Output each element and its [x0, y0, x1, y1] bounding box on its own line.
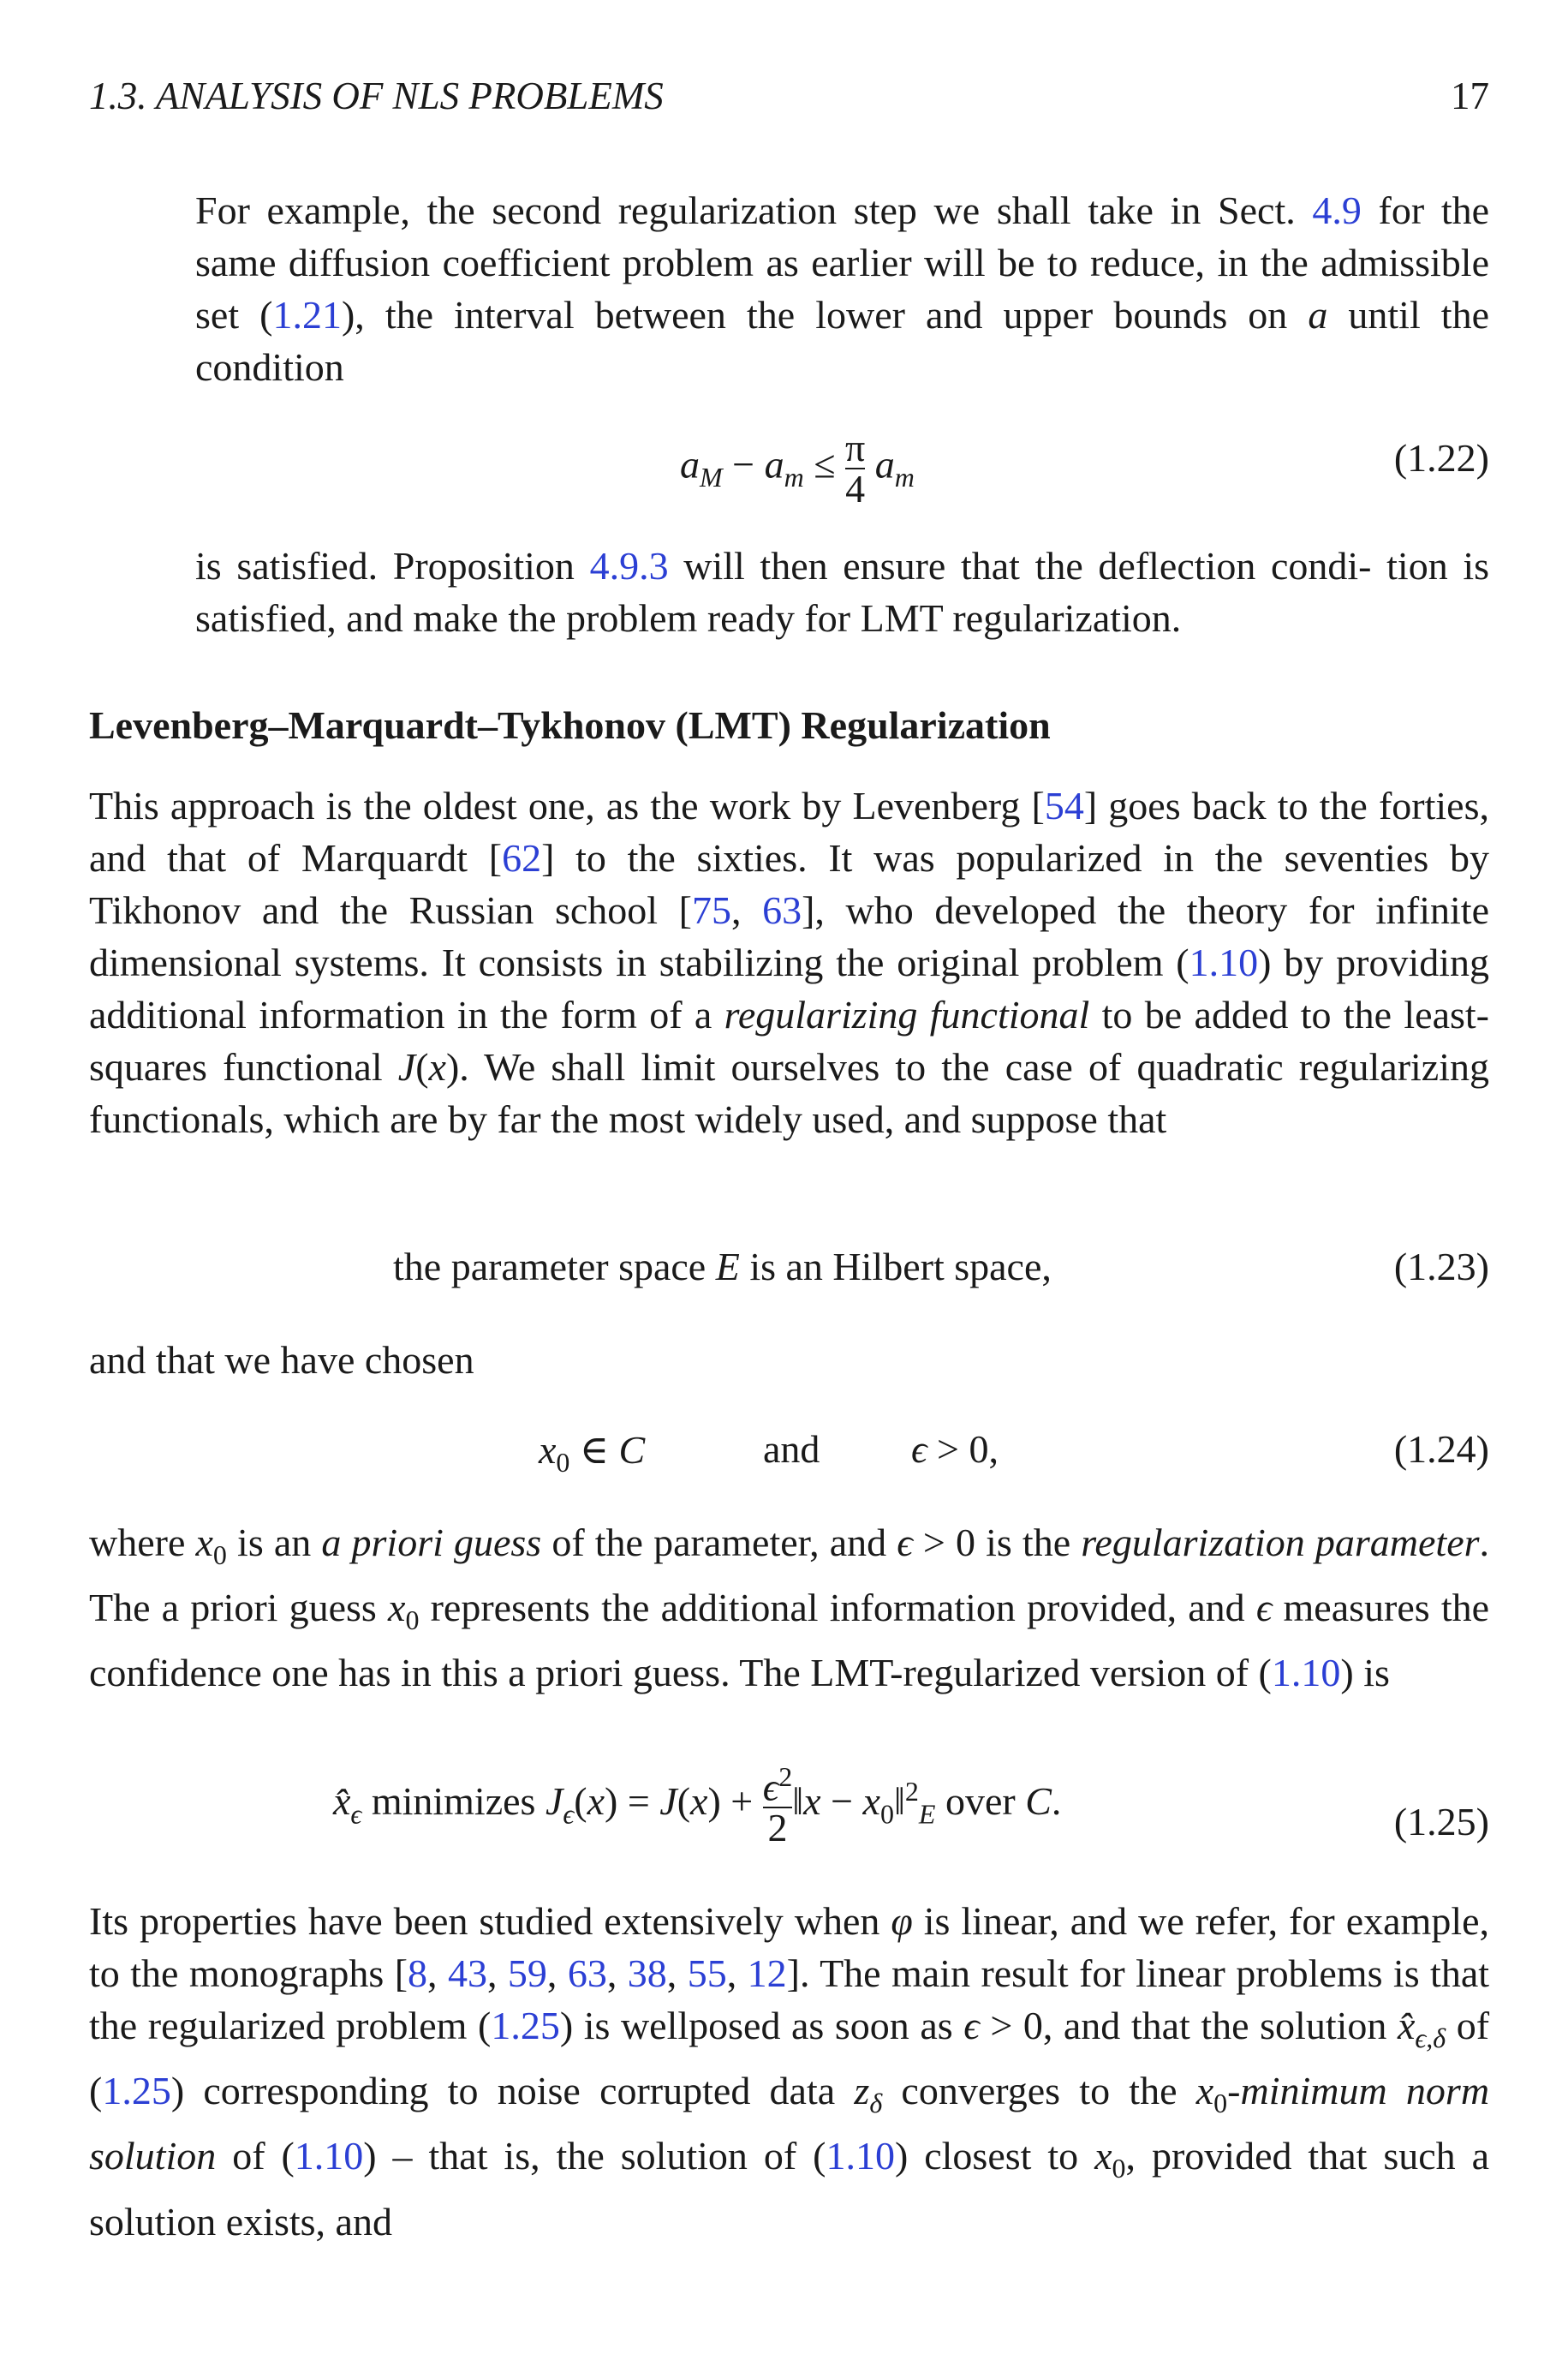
- ref-link[interactable]: 4.9: [1312, 188, 1362, 232]
- paragraph-2: is satisfied. Proposition 4.9.3 will then ensure that the deflection condi- tion is satisfied, and make the problem ready for LMT regularization.: [195, 544, 1490, 640]
- ref-link[interactable]: 1.10: [294, 2134, 364, 2178]
- ref-link[interactable]: 12: [747, 1951, 787, 1995]
- equation-number: (1.25): [1393, 1800, 1489, 1843]
- ref-link[interactable]: 63: [762, 888, 802, 932]
- ref-link[interactable]: 38: [627, 1951, 667, 1995]
- equation-1-22: $a_M - a_m$ ≤ $\frac{\pi}{4}$ $a_m$ (1.22): [680, 426, 1489, 511]
- page: 1.3. ANALYSIS OF NLS PROBLEMS 17 For example, the second regularization step we shall take in Sect. 4.9 for the same diffusion coefficient problem as earlier will be to reduce, in the admissible set (1.21), the interval between the lower and upper bounds on a until the condition $a_M - a_m$ ≤ $\frac{\pi}{4}$ $a_m$ (1.22) is satisfied. Proposition 4.9.3 will then ensure that the deflection condi- tion is satisfied, and make the problem ready for LMT regularization. Levenberg–Marquardt–Tykhonov (LMT) Regularization This approach is the oldest one, as the work by Levenberg [54] goes back to the forties, and that of Marquardt [62] to the sixties. It was popularized in the seventies by Tikhonov and the Russian school [75, 63], who developed the theory for infinite dimensional systems. It consists in stabilizing the original problem (1.10) by providing additional information in the form of a regularizing functional to be added to the least-squares functional J(x). We shall limit ourselves to the case of quadratic regularizing functionals, which are by far the most widely used, and suppose that the parameter space E is an Hilbert space, (1.23) and that we have chosen $x_0$ ∈ C and ϵ > 0, (1.24) where $x_0$ is an a priori guess of the parameter, and ϵ > 0 is the regularization parameter. The a priori guess $x_0$ represents the additional information provided, and ϵ measures the confidence one has in this a priori guess. The LMT-regularized version of (1.10) is $x̂_\epsilon$ minimizes $J_\epsilon(x) = J(x)$ + $\frac{\epsilon^2}{2}$ ‖x − $x_0‖^2_E$ over C. (1.25) Its properties have been studied extensively when φ is linear, and we refer, for example, to the monographs [8, 43, 59, 63, 38, 55, 12]. The main result for linear problems is that the regularized problem (1.25) is wellposed as soon as ϵ > 0, and that the solution $x̂_{\epsilon,\delta}$ of (1.25) corresponding to noise corrupted data $z_\delta$ converges to the $x_0$-minimum norm solution of (1.10) – that is, the solution of (1.10) closest to $x_0$, provided that such a solution exists, and: [0, 0, 1568, 2378]
- ref-link[interactable]: 1.25: [491, 2004, 560, 2047]
- paragraph-6: Its properties have been studied extensively when φ is linear, and we refer, for example, to the monographs [8, 43, 59, 63, 38, 55, 12]. The main result for linear problems is that the regularized problem (1.25) is wellposed as soon as ϵ > 0, and that the solution $x̂_{\epsilon,\delta}$ of (1.25) corresponding to noise corrupted data $z_\delta$ converges to the $x_0$-minimum norm solution of (1.10) – that is, the solution of (1.10) closest to $x_0$, provided that such a solution exists, and: [89, 1899, 1490, 2244]
- ref-link[interactable]: 1.10: [826, 2134, 895, 2178]
- ref-link[interactable]: 59: [507, 1951, 547, 1995]
- ref-link[interactable]: 63: [567, 1951, 607, 1995]
- ref-link[interactable]: 1.10: [1189, 941, 1259, 984]
- equation-number: (1.23): [1393, 1245, 1489, 1288]
- ref-link[interactable]: 75: [692, 888, 731, 932]
- ref-link[interactable]: 1.10: [1271, 1651, 1341, 1695]
- paragraph-3: This approach is the oldest one, as the work by Levenberg [54] goes back to the forties, and that of Marquardt [62] to the sixties. It was popularized in the seventies by Tikhonov and the Russian school [75, 63], who developed the theory for infinite dimensional systems. It consists in stabilizing the original problem (1.10) by providing additional information in the form of a regularizing functional to be added to the least-squares functional J(x). We shall limit ourselves to the case of quadratic regularizing functionals, which are by far the most widely used, and suppose that: [89, 784, 1490, 1141]
- ref-link[interactable]: 55: [687, 1951, 727, 1995]
- paragraph-5: where $x_0$ is an a priori guess of the parameter, and ϵ > 0 is the regularization parameter. The a priori guess $x_0$ represents the additional information provided, and ϵ measures the confidence one has in this a priori guess. The LMT-regularized version of (1.10) is: [89, 1521, 1490, 1695]
- paragraph-4: and that we have chosen: [89, 1338, 474, 1382]
- running-header: [89, 74, 1489, 125]
- ref-link[interactable]: 1.25: [102, 2069, 171, 2113]
- equation-number: (1.22): [1393, 436, 1489, 480]
- ref-link[interactable]: 62: [502, 836, 542, 880]
- equation-number: (1.24): [1393, 1427, 1489, 1471]
- paragraph-1: For example, the second regularization step we shall take in Sect. 4.9 for the same diffusion coefficient problem as earlier will be to reduce, in the admissible set (1.21), the interval between the lower and upper bounds on a until the condition: [195, 188, 1490, 389]
- equation-1-25: $x̂_\epsilon$ minimizes $J_\epsilon(x) = J(x)$ + $\frac{\epsilon^2}{2}$ ‖x − $x_0‖^2_E$ over C. (1.25): [333, 1761, 1489, 1850]
- ref-link[interactable]: 43: [447, 1951, 487, 1995]
- ref-link[interactable]: 8: [408, 1951, 428, 1995]
- ref-link[interactable]: 4.9.3: [589, 544, 669, 588]
- section-title: 1.3. ANALYSIS OF NLS PROBLEMS: [89, 75, 664, 117]
- ref-link[interactable]: 54: [1044, 784, 1084, 828]
- section-heading: Levenberg–Marquardt–Tykhonov (LMT) Regularization: [89, 703, 1051, 747]
- ref-link[interactable]: 1.21: [272, 293, 342, 337]
- page-number: 17: [1451, 75, 1489, 117]
